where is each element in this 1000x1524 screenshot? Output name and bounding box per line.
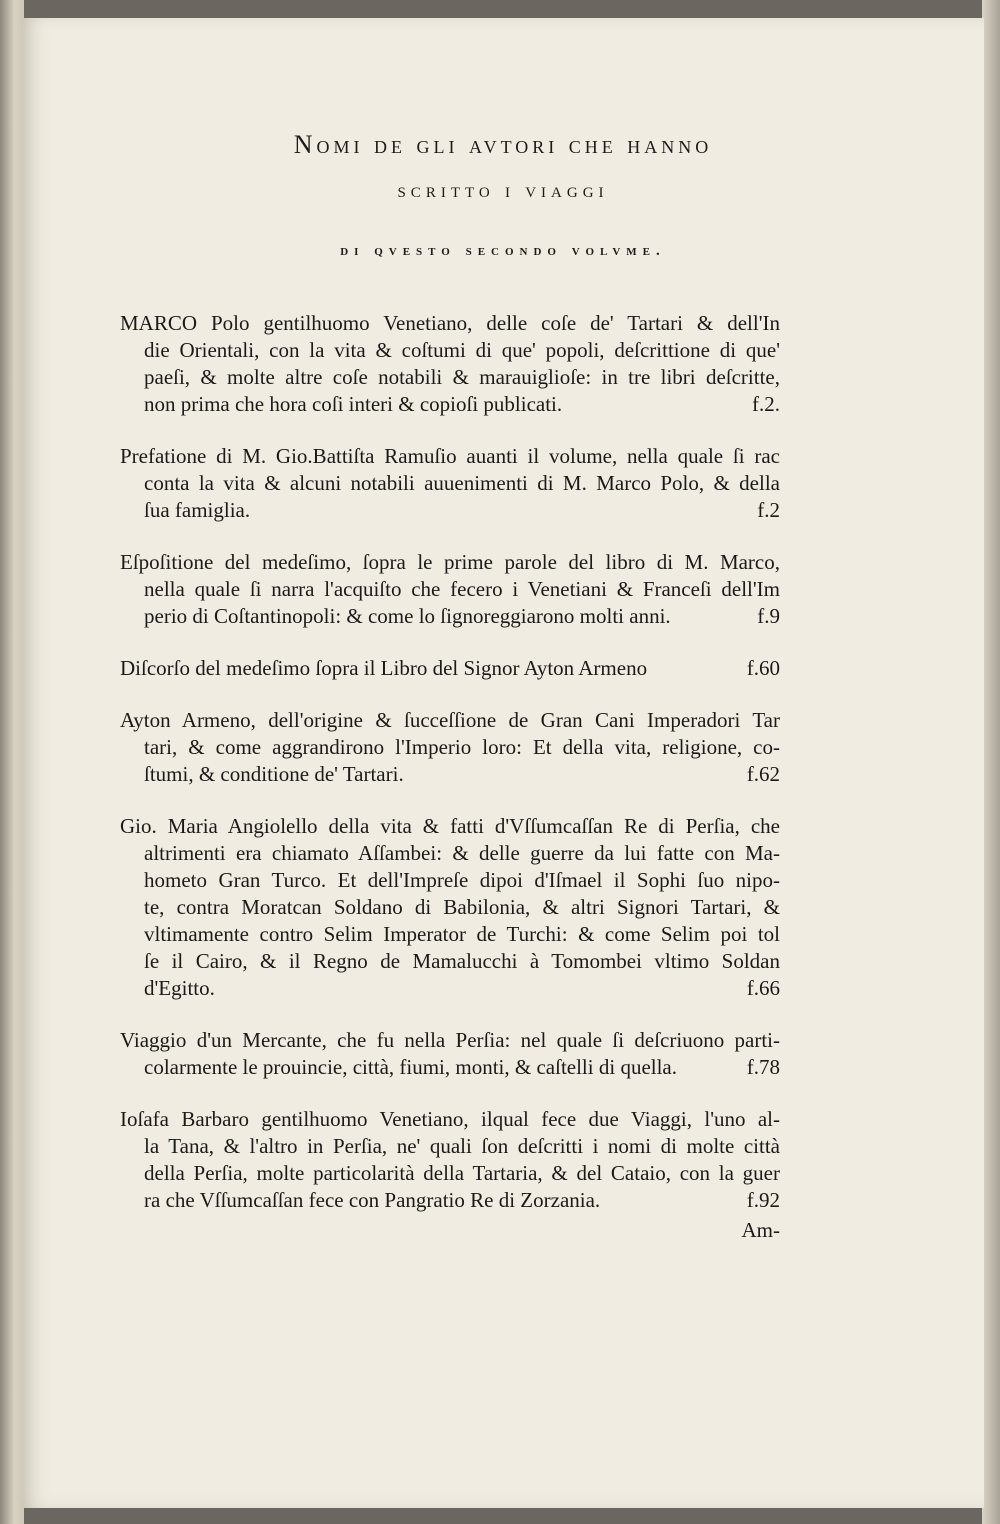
entry-text: ſtumi, & conditione de' Tartari. (144, 762, 404, 786)
entry-text: Diſcorſo del medeſimo ſopra il Libro del Signor Ayton Armeno (120, 656, 648, 680)
entry-text: ſua famiglia. (144, 498, 251, 522)
page-edges-left (0, 0, 24, 1524)
entry-line (120, 867, 780, 894)
folio-number: f.9 (757, 604, 780, 628)
contents-list (120, 310, 780, 1244)
entry-line (120, 1054, 780, 1081)
entry-text: Gio. Maria Angiolello della vita & fatti d'Vſſumcaſſan Re di Perſia, che (120, 814, 780, 838)
folio-number: f.78 (746, 1055, 780, 1079)
contents-entry (120, 1027, 780, 1081)
entry-text: della Perſia, molte particolarità della Tartaria, & del Cataio, con la guer (144, 1161, 780, 1185)
entry-text: d'Egitto. (144, 976, 215, 1000)
entry-text: colarmente le prouincie, città, fiumi, monti, & caſtelli di quella. (144, 1055, 677, 1079)
contents-entry (120, 443, 780, 524)
entry-text: Viaggio d'un Mercante, che fu nella Perſia: nel quale ſi deſcriuono parti- (120, 1028, 780, 1052)
entry-line (120, 1027, 780, 1054)
entry-text: ra che Vſſumcaſſan fece con Pangratio Re di Zorzania. (144, 1188, 601, 1212)
entry-line (120, 1106, 780, 1133)
entry-line (120, 655, 780, 682)
heading-line-3: di qvesto secondo volvme. (340, 243, 666, 259)
entry-line (120, 1133, 780, 1160)
entry-text: Prefatione di M. Gio.Battiſta Ramuſio auanti il volume, nella quale ſi rac (120, 444, 780, 468)
folio-number: f.60 (746, 656, 780, 680)
entry-line (120, 443, 780, 470)
entry-text: nella quale ſi narra l'acquiſto che fecero i Venetiani & Franceſi dell'Im (144, 577, 780, 601)
entry-text: la Tana, & l'altro in Perſia, ne' quali ſon deſcritti i nomi di molte città (144, 1134, 780, 1158)
entry-text: altrimenti era chiamato Aſſambei: & delle guerre da lui fatte con Ma- (144, 841, 780, 865)
entry-text: Ayton Armeno, dell'origine & ſucceſſione de Gran Cani Imperadori Tar (120, 708, 780, 732)
entry-text: perio di Coſtantinopoli: & come lo ſignoreggiarono molti anni. (144, 604, 671, 628)
book-page (22, 18, 984, 1508)
entry-line (120, 761, 780, 788)
entry-line (120, 364, 780, 391)
entry-text: vltimamente contro Selim Imperator de Turchi: & come Selim poi tol (144, 922, 780, 946)
entry-text: ſe il Cairo, & il Regno de Mamalucchi à Tomombei vltimo Soldan (144, 949, 780, 973)
entry-line (120, 707, 780, 734)
entry-line (120, 840, 780, 867)
entry-text: paeſi, & molte altre coſe notabili & marauiglioſe: in tre libri deſcritte, (144, 365, 780, 389)
entry-line (120, 310, 780, 337)
folio-number: f.92 (746, 1188, 780, 1212)
entry-line (120, 391, 780, 418)
entry-line (120, 497, 780, 524)
entry-text: die Orientali, con la vita & coſtumi di que' popoli, deſcrittione di que' (144, 338, 780, 362)
entry-line (120, 337, 780, 364)
entry-text: Ioſafa Barbaro gentilhuomo Venetiano, ilqual fece due Viaggi, l'uno al- (120, 1107, 780, 1131)
contents-entry (120, 707, 780, 788)
entry-text: tari, & come aggrandirono l'Imperio loro: Et della vita, religione, co- (144, 735, 780, 759)
entry-line (120, 549, 780, 576)
contents-entry (120, 310, 780, 418)
contents-entry (120, 549, 780, 630)
entry-text: non prima che hora coſi interi & copioſi publicati. (144, 392, 563, 416)
catchword: Am- (741, 1218, 780, 1242)
contents-entry (120, 655, 780, 682)
entry-line (120, 921, 780, 948)
entry-line (120, 1160, 780, 1187)
contents-entry (120, 813, 780, 1002)
contents-entry (120, 1106, 780, 1214)
entry-line (120, 975, 780, 1002)
folio-number: f.62 (746, 762, 780, 786)
folio-number: f.2 (757, 498, 780, 522)
entry-line (120, 470, 780, 497)
page-edges-right (982, 0, 1000, 1524)
entry-line (120, 894, 780, 921)
folio-number: f.66 (746, 976, 780, 1000)
entry-line (120, 603, 780, 630)
heading-line-1: Nomi de gli avtori che hanno (293, 130, 713, 159)
entry-line (120, 948, 780, 975)
entry-text: te, contra Moratcan Soldano di Babilonia, & altri Signori Tartari, & (144, 895, 780, 919)
entry-line (120, 813, 780, 840)
entry-text: hometo Gran Turco. Et dell'Impreſe dipoi d'Iſmael il Sophi ſuo nipo- (144, 868, 780, 892)
folio-number: f.2. (752, 392, 780, 416)
entry-line (120, 1187, 780, 1214)
entry-text: MARCO Polo gentilhuomo Venetiano, delle coſe de' Tartari & dell'In (120, 311, 780, 335)
entry-text: conta la vita & alcuni notabili auuenimenti di M. Marco Polo, & della (144, 471, 780, 495)
entry-text: Eſpoſitione del medeſimo, ſopra le prime parole del libro di M. Marco, (120, 550, 780, 574)
heading-line-2: scritto i viaggi (397, 178, 609, 202)
entry-line (120, 576, 780, 603)
entry-line (120, 734, 780, 761)
